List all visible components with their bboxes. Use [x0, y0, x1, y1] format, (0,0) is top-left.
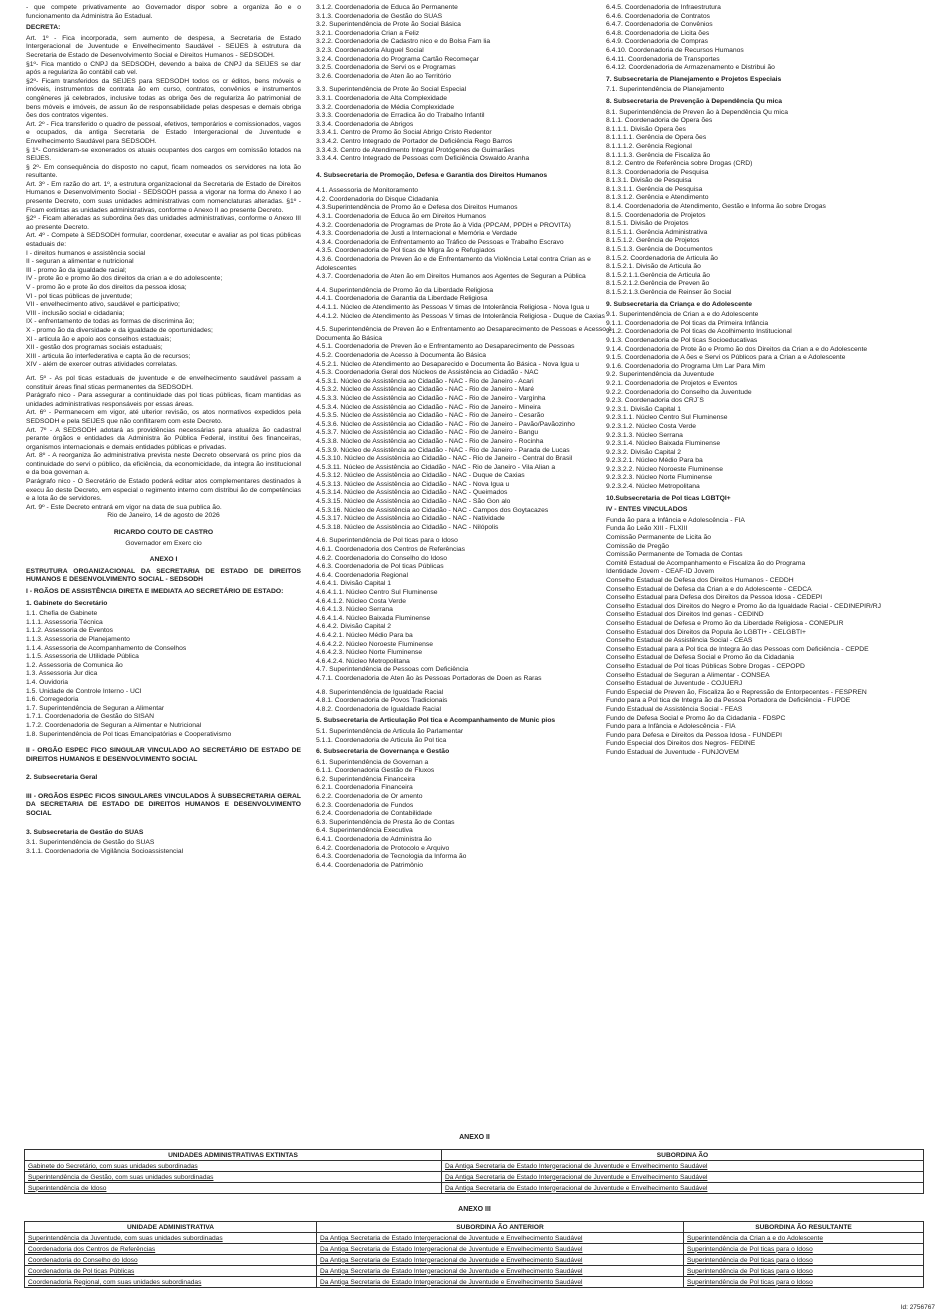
- text-line: 1.7.2. Coordenadoria de Seguran a Alimentar e Nutricional: [26, 721, 202, 729]
- text-line: 4.2. Coordenadoria do Disque Cidadania: [316, 195, 439, 203]
- annex-2-header: UNIDADES ADMINISTRATIVAS EXTINTAS: [25, 1150, 442, 1161]
- text-line: XIV - além de exercer outras atividades correlatas.: [26, 361, 178, 369]
- section-heading: 4. Subsecretaria de Promoção, Defesa e Garantia dos Direitos Humanos: [316, 171, 548, 179]
- text-line: 4.5.1. Coordenadoria de Preven ão e Enfrentamento ao Desaparecimento de Pessoas: [316, 343, 575, 351]
- annex-2-title: ANEXO II: [459, 1134, 490, 1141]
- text-line: 4.6.1. Coordenadoria dos Centros de Referências: [316, 546, 465, 554]
- text-line: 9.2.3.1.4. Núcleo Baixada Fluminense: [606, 440, 721, 448]
- text-line: 3.2.3. Coordenadoria Aluguel Social: [316, 46, 424, 54]
- text-line: 3.2.4. Coordenadoria do Programa Cartão Recomeçar: [316, 55, 479, 63]
- text-line: 4.6.3. Coordenadoria de Pol ticas Públicas: [316, 563, 444, 571]
- text-line: Funda ão para a Infância e Adolescência - FIA: [606, 516, 745, 524]
- text-line: Art. 6º - Permanecem em vigor, até ulterior revisão, os atos normativos expedidos pela SEDSODH e pela SEIJES que não conflitarem com este Decreto.: [26, 409, 301, 425]
- text-line: IX - enfrentamento de todas as formas de discrimina ão;: [26, 318, 195, 326]
- table-cell: Da Antiga Secretaria de Estado Intergeracional de Juventude e Envelhecimento Saudável: [317, 1244, 684, 1255]
- text-line: V - promo ão e prote ão dos direitos da pessoa idosa;: [26, 284, 187, 291]
- text-line: 1.1.3. Assessoria de Planejamento: [26, 635, 130, 643]
- text-line: XI - articula ão e apoio aos conselhos estaduais;: [26, 335, 172, 343]
- section-heading: 10.Subsecretaria de Pol ticas LGBTQI+: [606, 494, 731, 502]
- table-cell: Superintendência de Pol ticas para o Idoso: [684, 1266, 924, 1277]
- text-line: Conselho Estadual de Seguran a Alimentar - CONSEA: [606, 671, 770, 679]
- text-line: 4.8.1. Coordenadoria de Povos Tradicionais: [316, 697, 448, 705]
- text-line: 4.6.4.2.4. Núcleo Metropolitana: [316, 657, 410, 665]
- annex-3-header: SUBORDINA ÃO RESULTANTE: [684, 1222, 924, 1233]
- spacer: [26, 821, 301, 826]
- text-line: Governador em Exerc cio: [125, 539, 202, 547]
- text-line: 6.4.10. Coordenadoria de Recursos Humanos: [606, 46, 744, 54]
- text-line: 9.1.6. Coordenadoria do Programa Um Lar Para Mim: [606, 362, 766, 370]
- table-cell: Superintendência da Juventude, com suas unidades subordinadas: [25, 1233, 317, 1244]
- text-line: 4.3.Superintendência de Promo ão e Defesa dos Direitos Humanos: [316, 204, 518, 212]
- table-row: [25, 1233, 924, 1244]
- section-heading: 6. Subsecretaria de Governança e Gestão: [316, 748, 450, 756]
- text-line: 4.6.4. Coordenadoria Regional: [316, 571, 408, 579]
- text-line: 4.5.3. Coordenadoria Geral dos Núcleos de Assistência ao Cidadão - NAC: [316, 369, 539, 377]
- column-2: [316, 4, 616, 870]
- text-line: 4.6.4.2. Divisão Capital 2: [316, 623, 392, 631]
- text-line: 4.1. Assessoria de Monitoramento: [316, 187, 419, 195]
- text-line: Fundo Especial dos Direitos dos Negros- FEDINE: [606, 740, 756, 748]
- text-line: 6.4.3. Coordenadoria de Tecnologia da Informa ão: [316, 853, 467, 861]
- text-line: 4.5.3.14. Núcleo de Assistência ao Cidadão - NAC - Queimados: [316, 489, 508, 497]
- table-cell: Da Antiga Secretaria de Estado Intergeracional de Juventude e Envelhecimento Saudável: [317, 1266, 684, 1277]
- text-line: 6.2.3. Coordenadoria de Fundos: [316, 801, 414, 809]
- table-row: [25, 1183, 924, 1194]
- text-line: Fundo de Defesa Social e Promo ão da Cidadania - FDSPC: [606, 714, 786, 722]
- text-line: 4.4.1.1. Núcleo de Atendimento às Pessoas V timas de Intolerância Religiosa - Nova Igua u: [316, 304, 590, 311]
- text-line: 9.2.3.2.2. Núcleo Noroeste Fluminense: [606, 465, 724, 473]
- text-line: 3.3.1. Coordenadoria de Alta Complexidade: [316, 94, 447, 102]
- text-line: Conselho Estadual de Juventude - COJUERJ: [606, 680, 743, 688]
- text-line: 8.1.4. Coordenadoria de Atendimento, Gestão e Informa ão sobre Drogas: [606, 203, 826, 211]
- text-line: 6.4.8. Coordenadoria de Licita ões: [606, 29, 710, 37]
- decree-columns: [26, 4, 922, 1128]
- text-line: 4.3.2. Coordenadoria de Programas de Prote ão à Vida (PPCAM, PPDH e PROVITA): [316, 221, 571, 229]
- text-line: III - promo ão da igualdade racial;: [26, 266, 127, 274]
- text-line: 4.5.3.18. Núcleo de Assistência ao Cidadão - NAC - Nilópolis: [316, 523, 499, 531]
- text-line: 8.1.5.1.3. Gerência de Documentos: [606, 246, 713, 254]
- table-cell: Coordenadoria do Conselho do Idoso: [25, 1255, 317, 1266]
- text-line: 6.1. Superintendência de Governan a: [316, 758, 429, 766]
- text-line: 6.4. Superintendência Executiva: [316, 827, 413, 835]
- text-line: 9.2.3.2.4. Núcleo Metropolitana: [606, 483, 700, 491]
- text-line: Conselho Estadual para a Pol tica de Integra ão das Pessoas com Deficiência - CEPDE: [606, 645, 869, 653]
- table-cell: Da Antiga Secretaria de Estado Intergeracional de Juventude e Envelhecimento Saudável: [442, 1183, 924, 1194]
- table-row: [25, 1255, 924, 1266]
- text-line: 4.6.2. Coordenadoria do Conselho do Idoso: [316, 554, 447, 562]
- table-cell: Coordenadoria dos Centros de Referências: [25, 1244, 317, 1255]
- text-line: Comissão de Pregão: [606, 542, 670, 550]
- text-line: 4.3.3. Coordenadoria de Justi a Internacional e Memória e Verdade: [316, 230, 518, 238]
- text-line: 1.2. Assessoria de Comunica ão: [26, 661, 123, 669]
- text-line: 1.1.4. Assessoria de Acompanhamento de Conselhos: [26, 644, 187, 652]
- text-line: 3.3.4.1. Centro de Promo ão Social Abrigo Cristo Redentor: [316, 129, 492, 137]
- text-line: 8.1.1.1.2. Gerência Regional: [606, 142, 692, 150]
- text-line: 4.5.3.7. Núcleo de Assistência ao Cidadão - NAC - Rio de Janeiro - Bangu: [316, 429, 539, 437]
- text-line: 8.1. Superintendência de Preven ão à Dependência Qu mica: [606, 108, 788, 116]
- text-line: 9.2.3.1.2. Núcleo Costa Verde: [606, 422, 697, 430]
- text-line: 8.1.1.1.3. Gerência de Fiscaliza ão: [606, 151, 711, 159]
- text-line: 4.5.3.11. Núcleo de Assistência ao Cidadão - NAC - Rio de Janeiro - Vila Alian a: [316, 463, 556, 471]
- text-line: I - direitos humanos e assistência social: [26, 249, 146, 257]
- text-line: 8.1.1.1.1. Gerência de Opera ões: [606, 134, 707, 142]
- table-row: [25, 1161, 924, 1172]
- text-line: 4.5.3.2. Núcleo de Assistência ao Cidadão - NAC - Rio de Janeiro - Maré: [316, 386, 534, 394]
- section-heading: 9. Subsecretaria da Criança e do Adolescente: [606, 300, 753, 308]
- spacer: [26, 521, 301, 526]
- text-line: XIII - articula ão interfederativa e capta ão de recursos;: [26, 352, 191, 360]
- text-line: 1.1.5. Assessoria de Utilidade Pública: [26, 653, 139, 661]
- table-cell: Superintendência de Pol ticas para o Idoso: [684, 1244, 924, 1255]
- text-line: 6.4.11. Coordenadoria de Transportes: [606, 55, 720, 63]
- text-line: 3.1.2. Coordenadoria de Educa ão Permanente: [316, 4, 458, 11]
- section-heading: 7. Subsecretaria de Planejamento e Projetos Especiais: [606, 75, 782, 83]
- text-line: Comissão Permanente de Tomada de Contas: [606, 551, 743, 559]
- text-line: 8.1.1. Coordenadoria de Opera ões: [606, 117, 713, 125]
- text-line: 3.3.4.4. Centro Integrado de Pessoas com Deficiência Oswaldo Aranha: [316, 155, 530, 163]
- text-line: 8.1.5.2.1.2.Gerência de Preven ão: [606, 280, 710, 288]
- text-line: Comitê Estadual de Acompanhamento e Fiscaliza ão do Programa: [606, 559, 806, 567]
- text-line: 4.3.7. Coordenadoria de Aten ão em Direitos Humanos aos Agentes de Seguran a Pública: [316, 273, 586, 281]
- text-line: 9.2.3. Coordenadoria dos CRJ´S: [606, 397, 704, 405]
- text-line: VIII - inclusão social e cidadania;: [26, 309, 125, 317]
- text-line: 6.2.4. Coordenadoria de Contabilidade: [316, 810, 432, 818]
- table-cell: Superintendência de Pol ticas para o Idoso: [684, 1277, 924, 1288]
- text-line: 3.2.5. Coordenadoria de Servi os e Programas: [316, 64, 456, 72]
- text-line: 3.3.4. Coordenadoria de Abrigos: [316, 120, 414, 128]
- section-heading: 8. Subsecretaria de Prevenção à Dependência Qu mica: [606, 97, 782, 105]
- text-line: 9.2.3.1. Divisão Capital 1: [606, 405, 682, 413]
- text-line: 4.6.4.2.3. Núcleo Norte Fluminense: [316, 649, 423, 657]
- section-heading: IV - ENTES VINCULADOS: [606, 506, 688, 514]
- text-line: § 2º- Em consequência do disposto no caput, ficam nomeados os servidores na lota ão resultante.: [26, 163, 301, 180]
- annex-2-header: SUBORDINA ÃO: [442, 1150, 924, 1161]
- annex-3-header: SUBORDINA ÃO ANTERIOR: [317, 1222, 684, 1233]
- text-line: 9.2.3.2.3. Núcleo Norte Fluminense: [606, 474, 713, 482]
- text-line: §2º- Ficam transferidos da SEIJES para SEDSODH todos os cr éditos, bens móveis e imóveis, instrumentos de contrata ão em curso, contratos, convênios e instrumentos congêneres já celebrados, inclusive todas as obriga ões de regulariza ão patrimonial de bens móveis e imóveis, de assun ão de responsabilidade pelas despesas e demais obriga ões dos contratos vigentes.: [26, 77, 301, 120]
- text-line: 8.1.5.2. Coordenadoria de Articula ão: [606, 254, 718, 262]
- text-line: 7.1. Superintendência de Planejamento: [606, 86, 725, 94]
- text-line: 8.1.5.2.1.1.Gerência de Articula ão: [606, 271, 710, 279]
- text-line: 4.5.3.4. Núcleo de Assistência ao Cidadão - NAC - Rio de Janeiro - Mineira: [316, 403, 541, 411]
- text-line: 4.5.3.6. Núcleo de Assistência ao Cidadão - NAC - Rio de Janeiro - Pavão/Pavãozinho: [316, 420, 575, 428]
- text-line: §2º - Ficam alteradas as subordina ões das unidades administrativas, conforme o Anexo III ao presente Decreto.: [26, 215, 301, 231]
- text-line: 6.4.6. Coordenadoria de Contratos: [606, 12, 710, 20]
- text-line: Art. 9º - Este Decreto entrará em vigor na data de sua publica ão.: [26, 503, 222, 511]
- text-line: 4.5.3.9. Núcleo de Assistência ao Cidadão - NAC - Rio de Janeiro - Parada de Lucas: [316, 446, 570, 454]
- text-line: 1.5. Unidade de Controle Interno - UCI: [26, 687, 142, 695]
- text-line: 1.3. Assessoria Jur dica: [26, 670, 98, 678]
- text-line: 1.1.1. Assessoria Técnica: [26, 618, 103, 626]
- text-line: 3.3. Superintendência de Prote ão Social Especial: [316, 86, 467, 94]
- table-cell: Da Antiga Secretaria de Estado Intergeracional de Juventude e Envelhecimento Saudável: [317, 1255, 684, 1266]
- text-line: 6.2.1. Coordenadoria Financeira: [316, 784, 413, 792]
- text-line: 3.1.3. Coordenadoria de Gestão do SUAS: [316, 12, 443, 20]
- text-line: 9.1.5. Coordenadoria de A ões e Servi os Públicos para a Crian a e Adolescente: [606, 354, 846, 362]
- text-line: Conselho Estadual dos Direitos Ind genas - CEDIND: [606, 611, 764, 619]
- text-line: 3.3.3. Coordenadoria de Erradica ão do Trabalho Infantil: [316, 112, 485, 120]
- text-line: Fundo para a Infância e Adolescência - FIA: [606, 723, 736, 731]
- text-line: 9.2.3.1.3. Núcleo Serrana: [606, 431, 683, 439]
- text-line: 4.6. Superintendência de Pol ticas para o Idoso: [316, 537, 458, 545]
- text-line: Art. 8º - A reorganiza ão administrativa prevista neste Decreto observará os princ pios da continuidade do servi o público, da eficiência, da economicidade, da integra ão institucional e da boa governan a.: [26, 452, 301, 477]
- text-line: 4.3.5. Coordenadoria de Pol ticas de Migra ão e Refugiados: [316, 247, 496, 255]
- table-cell: Superintendência de Idoso: [25, 1183, 442, 1194]
- text-line: 6.2. Superintendência Financeira: [316, 775, 416, 783]
- text-line: 4.3.4. Coordenadoria de Enfrentamento ao Tráfico de Pessoas e Trabalho Escravo: [316, 238, 564, 246]
- text-line: Fundo Estadual de Assistência Social - FEAS: [606, 705, 743, 713]
- spacer: [26, 766, 301, 771]
- text-line: 3.1. Superintendência de Gestão do SUAS: [26, 839, 155, 847]
- text-line: 9.1.3. Coordenadoria de Pol ticas Socioeducativas: [606, 336, 758, 344]
- text-line: 4.8. Superintendência de Igualdade Racial: [316, 688, 444, 696]
- text-line: 8.1.1.1. Divisão Opera ões: [606, 125, 686, 133]
- text-line: Art. 7º - A SEDSODH adotará as providências necessárias para atualiza ão cadastral perante órgãos e entidades da Administra ão Pública Federal, institui ões financeiras, organismos internacionais e demais entidades públicas e privadas.: [26, 426, 301, 451]
- text-line: 4.5.3.13. Núcleo de Assistência ao Cidadão - NAC - Nova Igua u: [316, 480, 510, 488]
- text-line: 6.1.1. Coordenadoria Gestão de Fluxos: [316, 767, 435, 775]
- text-line: 4.7. Superintendência de Pessoas com Deficiência: [316, 666, 469, 674]
- text-line: Fundo Especial de Preven ão, Fiscaliza ão e Repressão de Entorpecentes - FESPREN: [606, 688, 867, 696]
- text-line: 4.5.3.15. Núcleo de Assistência ao Cidadão - NAC - São Gon alo: [316, 498, 511, 506]
- text-line: 3.2. Superintendência de Prote ão Social Básica: [316, 21, 461, 29]
- text-line: Conselho Estadual dos Direitos do Negro e Promo ão da Igualdade Racial - CEDINEPIR/RJ: [606, 602, 882, 610]
- text-line: 6.3. Superintendência de Presta ão de Contas: [316, 818, 455, 826]
- document-id: Id: 2756767: [900, 1304, 935, 1311]
- text-line: 4.6.4.2.2. Núcleo Noroeste Fluminense: [316, 640, 434, 648]
- text-line: 9.2.1. Coordenadoria de Projetos e Eventos: [606, 379, 738, 387]
- text-line: 8.1.3.1.1. Gerência de Pesquisa: [606, 185, 703, 193]
- text-line: 8.1.3.1. Divisão de Pesquisa: [606, 177, 692, 185]
- text-line: 1.7. Superintendência de Seguran a Alimentar: [26, 704, 165, 712]
- text-line: 6.4.4. Coordenadoria de Patrimônio: [316, 861, 423, 869]
- text-line: Art. 2º - Fica transferido o quadro de pessoal, efetivos, temporários e comissionados, vagos e ocupados, da antiga Secretaria de Estado Intergeracional de Juventude e Envelhecimento Saudável para SEDSODH.: [26, 120, 301, 145]
- text-line: 4.8.2. Coordenadoria de Igualdade Racial: [316, 705, 441, 713]
- text-line: 9.1.4. Coordenadoria de Prote ão e Promo ão dos Direitos da Crian a e do Adolescente: [606, 345, 868, 353]
- text-line: 8.1.3.1.2. Gerência e Atendimento: [606, 194, 709, 202]
- column-1: [26, 4, 301, 856]
- text-line: Art. 3º - Em razão do art. 1º, a estrutura organizacional da Secretaria de Estado de Direitos Humanos e Desenvolvimento Social - SEDSODH passa a vigorar na forma do Anexo I ao presente Decreto, com suas unidades administrativas com nomenclaturas alteradas. §1º - Ficam extintas as unidades administrativas, conforme o Anexo II ao presente Decreto.: [26, 180, 301, 214]
- table-cell: Coordenadoria Regional, com suas unidades subordinadas: [25, 1277, 317, 1288]
- text-line: ANEXO I: [149, 556, 178, 564]
- text-line: 1.1. Chefia de Gabinete: [26, 610, 98, 618]
- section-heading: 2. Subsecretaria Geral: [26, 774, 98, 782]
- text-line: X - promo ão da diversidade e da igualdade de oportunidades;: [26, 326, 213, 334]
- text-line: 3.2.6. Coordenadoria de Aten ão ao Território: [316, 72, 451, 80]
- text-line: Comissão Permanente de Licita ão: [606, 534, 712, 542]
- text-line: 9.1.2. Coordenadoria de Pol ticas de Acolhimento Institucional: [606, 328, 792, 336]
- text-line: Conselho Estadual de Assistência Social - CEAS: [606, 637, 753, 645]
- column-3: [606, 4, 906, 757]
- table-row: [25, 1172, 924, 1183]
- annex-3-table: [24, 1221, 924, 1288]
- table-cell: Superintendência de Gestão, com suas unidades subordinadas: [25, 1172, 442, 1183]
- section-heading: I - RGÃOS DE ASSISTÊNCIA DIRETA E IMEDIATA AO SECRETÁRIO DE ESTADO:: [26, 588, 284, 595]
- text-line: 4.5.2. Coordenadoria de Acesso à Documenta ão Básica: [316, 351, 486, 359]
- annex-3-title: ANEXO III: [458, 1206, 491, 1213]
- text-line: 9.2. Superintendência da Juventude: [606, 371, 715, 379]
- text-line: 4.5.3.1. Núcleo de Assistência ao Cidadão - NAC - Rio de Janeiro - Acari: [316, 377, 534, 385]
- text-line: II - seguran a alimentar e nutricional: [26, 258, 134, 266]
- text-line: Conselho Estadual de Defesa Social e Promo ão da Cidadania: [606, 654, 794, 662]
- text-line: Rio de Janeiro, 14 de agosto de 2026: [107, 512, 220, 520]
- section-heading: II - ORGÃO ESPEC FICO SINGULAR VINCULADO AO SECRETÁRIO DE ESTADO DE DIREITOS HUMANOS E DESENVOLVIMENTO SOCIAL: [26, 747, 301, 763]
- text-line: Conselho Estadual dos Direitos da Popula ão LGBTI+ - CELGBTI+: [606, 628, 806, 636]
- text-line: 4.5.3.10. Núcleo de Assistência ao Cidadão - NAC - Rio de Janeiro - Central do Brasil: [316, 455, 573, 463]
- table-cell: Da Antiga Secretaria de Estado Intergeracional de Juventude e Envelhecimento Saudável: [317, 1233, 684, 1244]
- spacer: [26, 548, 301, 553]
- text-line: 1.1.2. Assessoria de Eventos: [26, 627, 114, 635]
- text-line: 3.2.1. Coordenadoria Crian a Feliz: [316, 29, 420, 37]
- text-line: 3.3.2. Coordenadoria de Média Complexidade: [316, 103, 455, 111]
- text-line: 4.5.2.1. Núcleo de Atendimento ao Desaparecido e Documenta ão Básica - Nova Igua u: [316, 360, 580, 368]
- text-line: Conselho Estadual de Defesa e Promo ão da Liberdade Religiosa - CONEPLIR: [606, 619, 844, 627]
- text-line: 4.3.1. Coordenadoria de Educa ão em Direitos Humanos: [316, 213, 486, 221]
- text-line: 1.8. Superintendência de Pol ticas Emancipatórias e Cooperativismo: [26, 730, 232, 738]
- table-row: [25, 1266, 924, 1277]
- text-line: 9.2.3.1.1. Núcleo Centro Sul Fluminense: [606, 414, 728, 422]
- text-line: Identidade Jovem - CEAF-ID Jovem: [606, 568, 715, 576]
- text-line: 8.1.5.1.2. Gerência de Projetos: [606, 237, 700, 245]
- text-line: Parágrafo nico - O Secretário de Estado poderá editar atos complementares destinados à execu ão deste Decreto, em especial o regimento interno com distribui ão de competências e a lota ão de servidores.: [26, 478, 301, 503]
- text-line: 9.2.2. Coordenadoria do Conselho da Juventude: [606, 388, 752, 396]
- text-line: 5.1. Superintendência de Articula ão Parlamentar: [316, 727, 464, 735]
- text-line: 4.3.6. Coordenadoria de Preven ão e de Enfrentamento da Violência Letal contra Crian as e Adolescentes: [316, 256, 591, 272]
- text-line: IV - prote ão e promo ão dos direitos da crian a e do adolescente;: [26, 275, 223, 283]
- spacer: [26, 785, 301, 790]
- text-line: 4.4.1. Coordenadoria de Garantia da Liberdade Religiosa: [316, 295, 488, 303]
- text-line: 1.4. Ouvidoria: [26, 678, 69, 686]
- text-line: 5.1.1. Coordenadoria de Articula ão Pol tica: [316, 736, 447, 744]
- text-line: 6.2.2. Coordenadoria de Or amento: [316, 793, 423, 801]
- text-line: 4.5.3.5. Núcleo de Assistência ao Cidadão - NAC - Rio de Janeiro - Cesarão: [316, 412, 545, 420]
- table-cell: Da Antiga Secretaria de Estado Intergeracional de Juventude e Envelhecimento Saudável: [442, 1172, 924, 1183]
- annex-3-header: UNIDADE ADMINISTRATIVA: [25, 1222, 317, 1233]
- text-line: Conselho Estadual de Defesa dos Direitos Humanos - CEDDH: [606, 577, 794, 584]
- text-line: 8.1.2. Centro de Referência sobre Drogas (CRD): [606, 160, 753, 168]
- text-line: 4.6.4.1.2. Núcleo Costa Verde: [316, 597, 407, 605]
- table-cell: Gabinete do Secretário, com suas unidades subordinadas: [25, 1161, 442, 1172]
- text-line: 8.1.5.1.1. Gerência Administrativa: [606, 228, 708, 236]
- text-line: 4.5.3.17. Núcleo de Assistência ao Cidadão - NAC - Natividade: [316, 515, 505, 523]
- text-line: Fundo para a Pol tica de Integra ão da Pessoa Portadora de Deficiência - FUPDE: [606, 697, 851, 705]
- text-line: §1º- Fica mantido o CNPJ da SEDSODH, devendo a baixa de CNPJ da SEIJES se dar após a regulariza ão contábil cab vel.: [26, 60, 301, 77]
- text-line: XII - gestão dos programas sociais estaduais;: [26, 344, 163, 352]
- section-heading: III - ORGÃOS ESPEC FICOS SINGULARES VINCULADOS À SUBSECRETARIA GERAL DA SECRETARIA DE ESTADO DE DIREITOS HUMANOS E DESENVOLVIMENTO SOCIAL: [26, 792, 301, 818]
- text-line: Conselho Estadual para Defesa dos Direitos da Pessoa Idosa - CEDEPI: [606, 594, 823, 602]
- text-line: 6.4.12. Coordenadoria de Armazenamento e Distribui ão: [606, 64, 775, 72]
- text-line: 4.6.4.1.3. Núcleo Serrana: [316, 606, 393, 614]
- text-line: Parágrafo nico - Para assegurar a continuidade das pol ticas públicas, ficam mantidas as unidades administrativas responsáveis por essas áreas.: [26, 392, 301, 408]
- text-line: Conselho Estadual de Defesa da Crian a e do Adolescente - CEDCA: [606, 585, 812, 593]
- text-line: 1.6. Corregedoria: [26, 696, 79, 704]
- text-line: 4.4.1.2. Núcleo de Atendimento às Pessoas V timas de Intolerância Religiosa - Duque de Caxias: [316, 312, 605, 320]
- text-line: - que compete privativamente ao Governador dispor sobre a organiza ão e o funcionamento da Administra ão Estadual.: [26, 4, 301, 20]
- text-line: 8.1.3. Coordenadoria de Pesquisa: [606, 168, 709, 176]
- section-heading: DECRETA:: [26, 24, 61, 32]
- text-line: 4.5.3.12. Núcleo de Assistência ao Cidadão - NAC - Duque de Caxias: [316, 472, 525, 480]
- text-line: 8.1.5.2.1.3.Gerência de Reinser ão Social: [606, 289, 732, 296]
- text-line: VI - pol ticas públicas de juventude;: [26, 292, 133, 300]
- text-line: 3.1.1. Coordenadoria de Vigilância Socioassistencial: [26, 847, 184, 855]
- text-line: 4.6.4.1. Divisão Capital 1: [316, 580, 392, 588]
- table-cell: Superintendência da Crian a e do Adolescente: [684, 1233, 924, 1244]
- text-line: 4.5. Superintendência de Preven ão e Enfrentamento ao Desaparecimento de Pessoas e Acesso à Documenta ão Básica: [316, 326, 612, 342]
- annex-2-table: [24, 1149, 924, 1194]
- text-line: VII - envelhecimento ativo, saudável e participativo;: [26, 301, 180, 309]
- text-line: 4.7.1. Coordenadoria de Aten ão às Pessoas Portadoras de Doen as Raras: [316, 674, 542, 682]
- text-line: 4.5.3.8. Núcleo de Assistência ao Cidadão - NAC - Rio de Janeiro - Rocinha: [316, 437, 544, 445]
- table-row: [25, 1277, 924, 1288]
- text-line: 4.5.3.3. Núcleo de Assistência ao Cidadão - NAC - Rio de Janeiro - Vargínha: [316, 394, 546, 402]
- spacer: [26, 739, 301, 744]
- table-cell: Da Antiga Secretaria de Estado Intergeracional de Juventude e Envelhecimento Saudável: [442, 1161, 924, 1172]
- text-line: 4.6.4.1.4. Núcleo Baixada Fluminense: [316, 614, 431, 622]
- text-line: Art. 5º - As pol ticas estaduais de juventude e de envelhecimento saudável passam a constituir áreas final sticas permanentes da SEDSODH.: [26, 374, 301, 391]
- text-line: 6.4.2. Coordenadoria de Protocolo e Arquivo: [316, 844, 450, 852]
- section-heading: 5. Subsecretaria de Articulação Pol tica e Acompanhamento de Munic pios: [316, 717, 556, 725]
- text-line: Funda ão Leão XIII - FLXIII: [606, 525, 688, 533]
- text-line: 1.7.1. Coordenadoria de Gestão do SISAN: [26, 713, 154, 721]
- text-line: Conselho Estadual de Pol ticas Públicas Sobre Drogas - CEPOPD: [606, 662, 805, 670]
- text-line: 6.4.9. Coordenadoria de Compras: [606, 38, 709, 46]
- text-line: 3.2.2. Coordenadoria de Cadastro nico e do Bolsa Fam lia: [316, 38, 491, 46]
- text-line: 3.3.4.2. Centro Integrado de Portador de Deficiência Rego Barros: [316, 137, 513, 145]
- text-line: 9.2.3.2.1. Núcleo Médio Para ba: [606, 457, 703, 465]
- text-line: 4.5.3.16. Núcleo de Assistência ao Cidadão - NAC - Campos dos Goytacazes: [316, 506, 549, 514]
- text-line: 9.1. Superintendência de Crian a e do Adolescente: [606, 311, 759, 319]
- text-line: § 1º- Consideram-se exonerados os atuais ocupantes dos cargos em comissão lotados na SEIJES.: [26, 146, 301, 163]
- table-cell: Coordenadoria de Pol ticas Públicas: [25, 1266, 317, 1277]
- spacer: [316, 164, 616, 169]
- text-line: 3.3.4.3. Centro de Atendimento Integral Protógenes de Guimarães: [316, 146, 515, 154]
- text-line: 4.4. Superintendência de Promo ão da Liberdade Religiosa: [316, 286, 494, 294]
- section-heading: ESTRUTURA ORGANIZACIONAL DA SECRETARIA DE ESTADO DE DIREITOS HUMANOS E DESENVOLVIMENTO SOCIAL - SEDSODH: [26, 567, 301, 584]
- text-line: 8.1.5.2.1. Divisão de Articula ão: [606, 263, 701, 271]
- text-line: Art. 4º - Compete à SEDSODH formular, coordenar, executar e avaliar as pol ticas públicas estaduais de:: [26, 232, 301, 249]
- text-line: 6.4.5. Coordenadoria de Infraestrutura: [606, 4, 721, 11]
- text-line: Fundo para Defesa e Direitos da Pessoa Idosa - FUNDEPI: [606, 731, 782, 739]
- section-heading: 3. Subsecretaria de Gestão do SUAS: [26, 828, 144, 836]
- text-line: Fundo Estadual de Juventude - FUNJOVEM: [606, 748, 739, 756]
- section-heading: 1. Gabinete do Secretário: [26, 599, 108, 607]
- text-line: RICARDO COUTO DE CASTRO: [113, 529, 214, 537]
- text-line: 6.4.7. Coordenadoria de Convênios: [606, 21, 713, 29]
- table-cell: Da Antiga Secretaria de Estado Intergeracional de Juventude e Envelhecimento Saudável: [317, 1277, 684, 1288]
- text-line: 4.6.4.2.1. Núcleo Médio Para ba: [316, 631, 413, 639]
- text-line: 6.4.1. Coordenadoria de Administra ão: [316, 836, 432, 844]
- text-line: 4.6.4.1.1. Núcleo Centro Sul Fluminense: [316, 589, 438, 596]
- text-line: 8.1.5.1. Divisão de Projetos: [606, 220, 689, 228]
- table-row: [25, 1244, 924, 1255]
- text-line: 9.1.1. Coordenadoria de Pol ticas da Primeira Infância: [606, 319, 769, 327]
- text-line: Art. 1º - Fica incorporada, sem aumento de despesa, a Secretaria de Estado Intergeracional de Juventude e Envelhecimento Saudável - SEIJES à estrutura da Secretaria de Estado de Desenvolvimento Social e Direitos Humanos - SEDSODH.: [26, 34, 301, 59]
- text-line: 9.2.3.2. Divisão Capital 2: [606, 448, 682, 456]
- text-line: 8.1.5. Coordenadoria de Projetos: [606, 211, 706, 219]
- table-cell: Superintendência de Pol ticas para o Idoso: [684, 1255, 924, 1266]
